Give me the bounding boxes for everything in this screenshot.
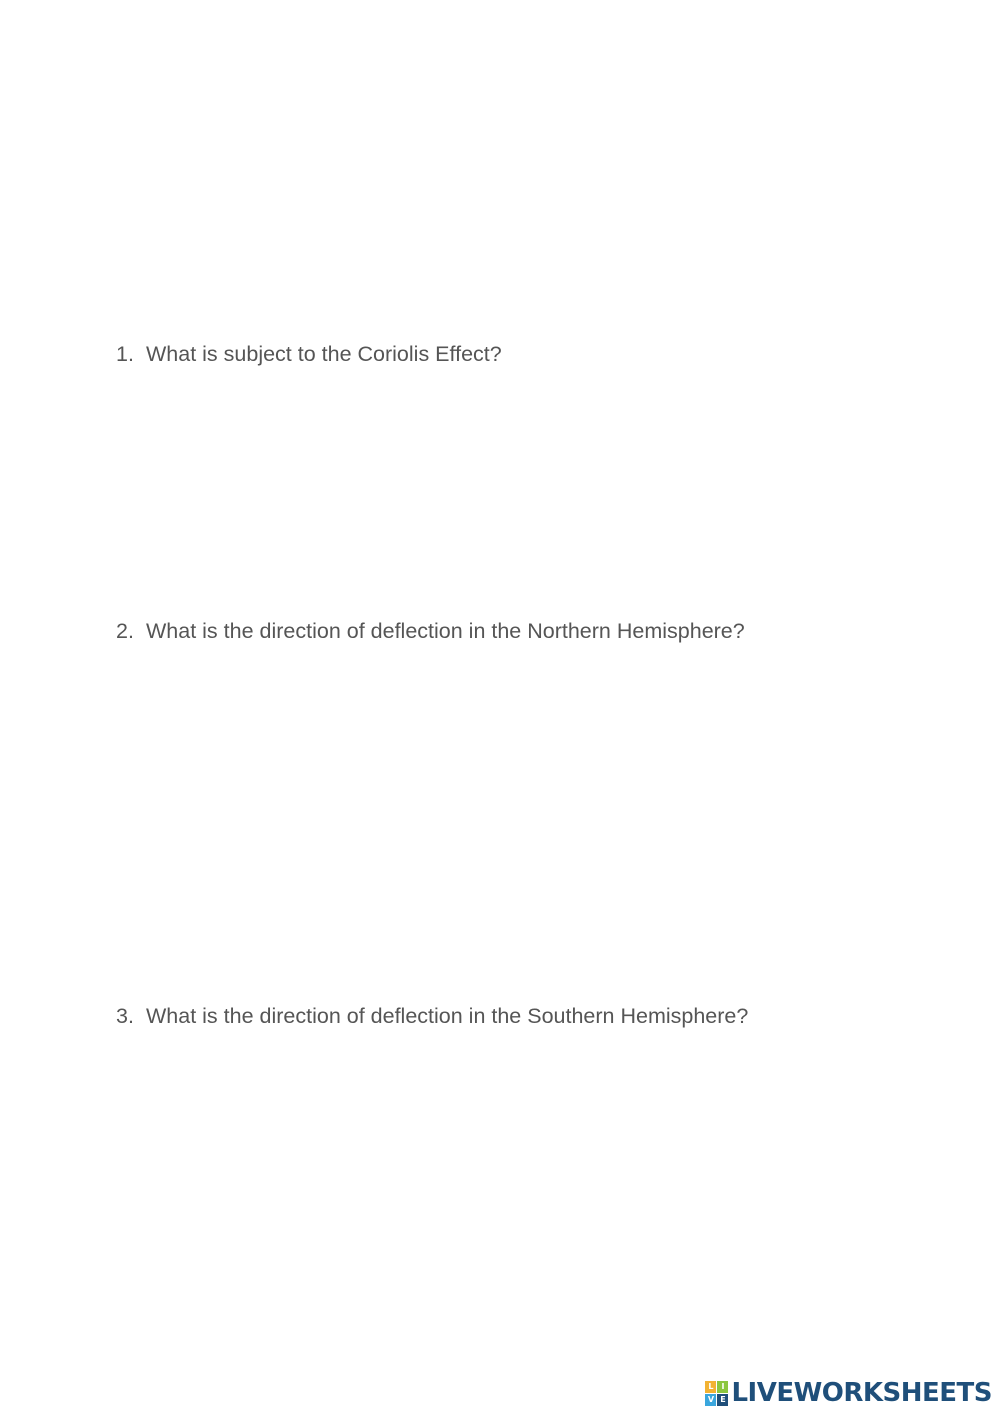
question-text: What is subject to the Coriolis Effect? (146, 342, 502, 366)
question-text: What is the direction of deflection in the Southern Hemisphere? (146, 1004, 749, 1028)
logo-tile: I (717, 1381, 728, 1393)
question-number: 1. (116, 342, 134, 366)
question-2 (116, 619, 745, 644)
brand-name: LIVEWORKSHEETS (731, 1378, 992, 1408)
question-text: What is the direction of deflection in the Northern Hemisphere? (146, 619, 745, 643)
question-3 (116, 1004, 748, 1029)
liveworksheets-logo-icon (705, 1381, 728, 1406)
question-number: 2. (116, 619, 134, 643)
logo-tile: E (717, 1394, 728, 1406)
liveworksheets-brand (705, 1378, 992, 1408)
logo-tile: V (705, 1394, 716, 1406)
question-number: 3. (116, 1004, 134, 1028)
logo-tile: L (705, 1381, 716, 1393)
question-1 (116, 342, 502, 367)
